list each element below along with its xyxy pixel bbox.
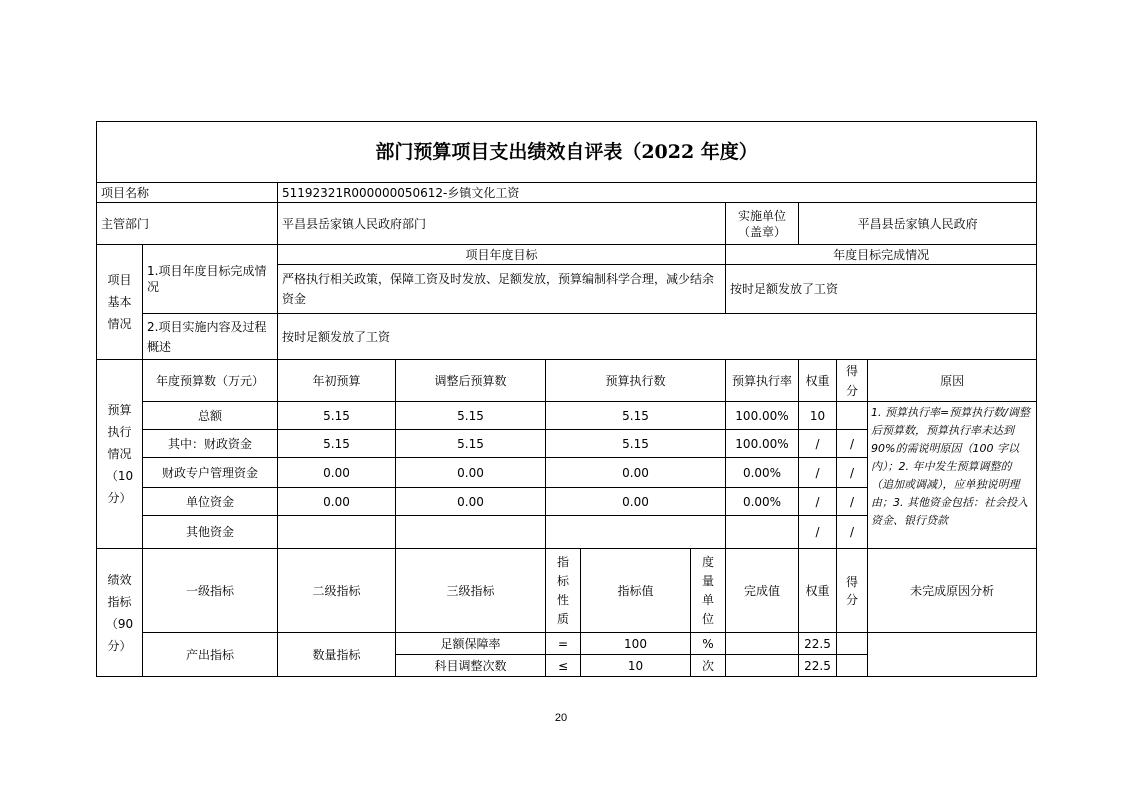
perf-header-score: 得 分 (837, 549, 868, 633)
dept-label: 主管部门 (97, 203, 278, 245)
perf-unit: % (691, 633, 726, 655)
budget-header-score: 得分 (837, 360, 868, 402)
page-number: 20 (554, 712, 568, 724)
budget-row-score (837, 402, 868, 430)
perf-level3: 科目调整次数 (396, 655, 546, 677)
perf-header-level1: 一级指标 (143, 549, 278, 633)
budget-row-rate: 100.00% (726, 402, 799, 430)
basic-section-label: 项目 基本 情况 (97, 245, 143, 360)
goal-header: 项目年度目标 (278, 245, 726, 265)
budget-row-weight: / (799, 488, 837, 516)
budget-row-label: 其中：财政资金 (143, 430, 278, 458)
basic-row1-completion: 按时足额发放了工资 (726, 265, 1037, 314)
perf-row (97, 633, 1037, 655)
basic-row2-label: 2.项目实施内容及过程概述 (143, 314, 278, 360)
budget-row-weight: / (799, 430, 837, 458)
budget-row-adjusted: 5.15 (396, 402, 546, 430)
budget-row-executed: 0.00 (546, 458, 726, 488)
perf-header-value: 指标值 (581, 549, 691, 633)
basic-row2-value: 按时足额发放了工资 (278, 314, 1037, 360)
form-title: 部门预算项目支出绩效自评表（2022 年度） (97, 122, 1037, 183)
performance-self-evaluation-table (96, 121, 1037, 677)
project-name-label: 项目名称 (97, 183, 278, 203)
perf-nature: = (546, 633, 581, 655)
budget-row-label: 单位资金 (143, 488, 278, 516)
budget-row-initial (278, 516, 396, 549)
budget-row-initial: 0.00 (278, 458, 396, 488)
perf-section-label: 绩效 指标 （90 分） (97, 549, 143, 677)
perf-analysis (868, 633, 1037, 677)
budget-header-executed: 预算执行数 (546, 360, 726, 402)
budget-row-score: / (837, 488, 868, 516)
perf-level3: 足额保障率 (396, 633, 546, 655)
perf-header-unit: 度 量 单 位 (691, 549, 726, 633)
budget-row-executed (546, 516, 726, 549)
basic-row1-label: 1.项目年度目标完成情况 (143, 245, 278, 314)
budget-row-rate (726, 516, 799, 549)
budget-row-weight: / (799, 458, 837, 488)
perf-done (726, 655, 799, 677)
perf-score (837, 633, 868, 655)
budget-row-rate: 0.00% (726, 488, 799, 516)
budget-row (97, 402, 1037, 430)
budget-row-label: 总额 (143, 402, 278, 430)
perf-done (726, 633, 799, 655)
perf-header-level3: 三级指标 (396, 549, 546, 633)
budget-row-label: 其他资金 (143, 516, 278, 549)
completion-header: 年度目标完成情况 (726, 245, 1037, 265)
budget-row-adjusted (396, 516, 546, 549)
budget-row-initial: 5.15 (278, 430, 396, 458)
budget-header-rate: 预算执行率 (726, 360, 799, 402)
impl-unit-label: 实施单位 （盖章） (726, 203, 799, 245)
perf-level1: 产出指标 (143, 633, 278, 677)
perf-weight: 22.5 (799, 633, 837, 655)
perf-weight: 22.5 (799, 655, 837, 677)
perf-header-weight: 权重 (799, 549, 837, 633)
budget-row-label: 财政专户管理资金 (143, 458, 278, 488)
project-name-value: 51192321R000000050612-乡镇文化工资 (278, 183, 1037, 203)
impl-unit-value: 平昌县岳家镇人民政府 (799, 203, 1037, 245)
budget-row-initial: 0.00 (278, 488, 396, 516)
budget-row-rate: 0.00% (726, 458, 799, 488)
budget-row-weight: 10 (799, 402, 837, 430)
perf-score (837, 655, 868, 677)
budget-row-score: / (837, 516, 868, 549)
budget-row-weight: / (799, 516, 837, 549)
perf-unit: 次 (691, 655, 726, 677)
budget-header-reason: 原因 (868, 360, 1037, 402)
budget-row-score: / (837, 430, 868, 458)
budget-row-initial: 5.15 (278, 402, 396, 430)
budget-header-initial: 年初预算 (278, 360, 396, 402)
budget-row-score: / (837, 458, 868, 488)
budget-row-rate: 100.00% (726, 430, 799, 458)
budget-section-label: 预算 执行 情况 （10 分） (97, 360, 143, 549)
perf-level2: 数量指标 (278, 633, 396, 677)
budget-note: 1. 预算执行率=预算执行数/调整后预算数，预算执行率未达到 90%的需说明原因（100 字以内）；2. 年中发生预算调整的（追加或调减），应单独说明理由；3. 其他资金包括：社会投入资金、银行贷款 (868, 402, 1037, 549)
perf-header-nature: 指 标 性 质 (546, 549, 581, 633)
budget-row-adjusted: 0.00 (396, 458, 546, 488)
perf-header-level2: 二级指标 (278, 549, 396, 633)
budget-row-executed: 5.15 (546, 402, 726, 430)
perf-header-done: 完成值 (726, 549, 799, 633)
budget-row-executed: 0.00 (546, 488, 726, 516)
perf-header-analysis: 未完成原因分析 (868, 549, 1037, 633)
budget-row-executed: 5.15 (546, 430, 726, 458)
perf-value: 10 (581, 655, 691, 677)
budget-header-annual: 年度预算数（万元） (143, 360, 278, 402)
budget-header-weight: 权重 (799, 360, 837, 402)
budget-header-adjusted: 调整后预算数 (396, 360, 546, 402)
perf-value: 100 (581, 633, 691, 655)
budget-row-adjusted: 5.15 (396, 430, 546, 458)
budget-row-adjusted: 0.00 (396, 488, 546, 516)
basic-row1-goal: 严格执行相关政策，保障工资及时发放、足额发放，预算编制科学合理，减少结余资金 (278, 265, 726, 314)
dept-value: 平昌县岳家镇人民政府部门 (278, 203, 726, 245)
perf-nature: ≤ (546, 655, 581, 677)
